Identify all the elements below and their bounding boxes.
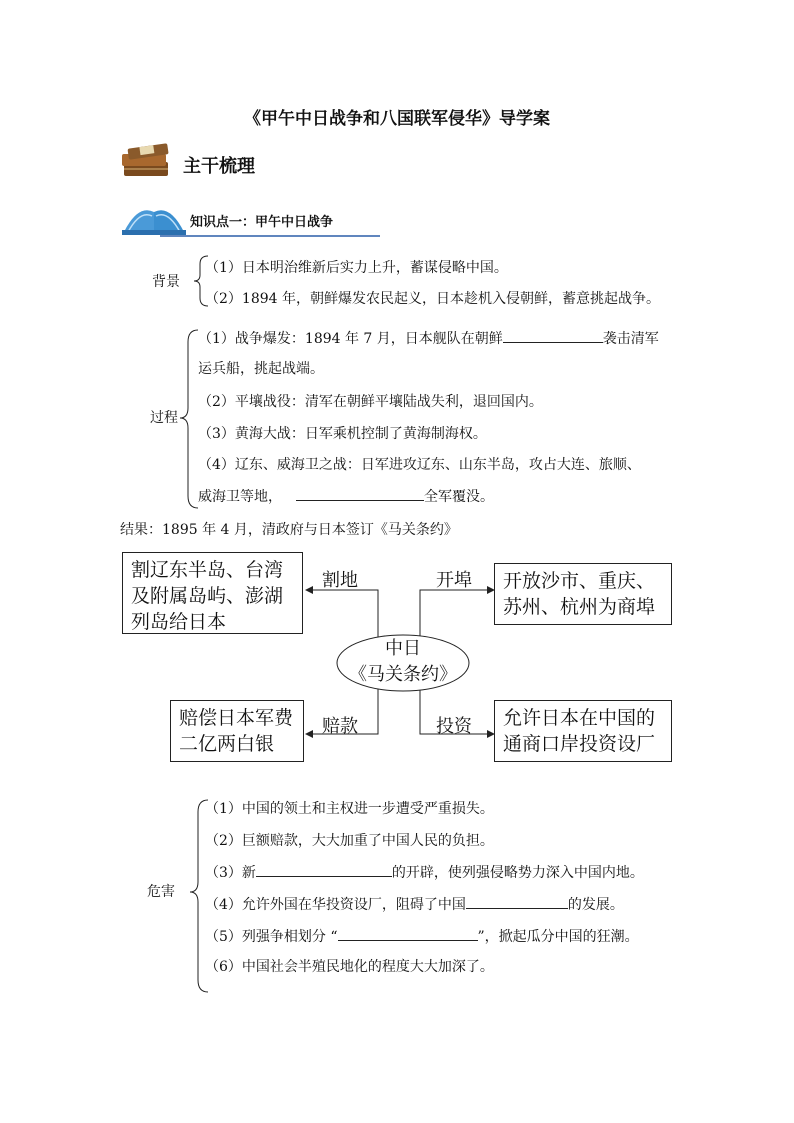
fill-blank bbox=[503, 328, 603, 343]
process-item-2: （2）平壤战役：清军在朝鲜平壤陆战失利，退回国内。 bbox=[198, 394, 543, 410]
background-item-1: （1）日本明治维新后实力上升，蓄谋侵略中国。 bbox=[205, 260, 508, 276]
section-title: 主干梳理 bbox=[183, 156, 255, 177]
page-title: 《甲午中日战争和八国联军侵华》导学案 bbox=[244, 109, 550, 129]
fill-blank bbox=[256, 862, 392, 877]
process-item-1-cont: 运兵船，挑起战端。 bbox=[198, 361, 324, 377]
brace-process bbox=[180, 330, 198, 508]
result-text: 结果：1895 年 4 月，清政府与日本签订《马关条约》 bbox=[120, 522, 458, 538]
harm-item-4: （4）允许外国在华投资设厂，阻碍了中国 的发展。 bbox=[205, 894, 624, 915]
invest-box: 允许日本在中国的 通商口岸投资设厂 bbox=[494, 700, 672, 762]
harm-item-3: （3）新 的开辟，使列强侵略势力深入中国内地。 bbox=[205, 862, 644, 883]
indemnity-box: 赔偿日本军费 二亿两白银 bbox=[170, 700, 304, 762]
open-book-icon bbox=[122, 210, 186, 235]
cession-box: 割辽东半岛、台湾 及附属岛屿、澎湖 列岛给日本 bbox=[122, 552, 303, 634]
fill-blank bbox=[296, 486, 424, 501]
process-item-4: （4）辽东、威海卫之战：日军进攻辽东、山东半岛，攻占大连、旅顺、 bbox=[198, 457, 641, 473]
ports-label: 开埠 bbox=[436, 570, 472, 591]
fill-blank bbox=[338, 926, 478, 941]
invest-label: 投资 bbox=[436, 716, 472, 737]
cession-label: 割地 bbox=[322, 570, 358, 591]
fill-blank bbox=[466, 894, 568, 909]
indemnity-label: 赔款 bbox=[322, 716, 358, 737]
harm-item-5: （5）列强争相划分 “ ”，掀起瓜分中国的狂潮。 bbox=[205, 926, 639, 947]
harm-item-2: （2）巨额赔款，大大加重了中国人民的负担。 bbox=[205, 833, 494, 849]
ports-box: 开放沙市、重庆、 苏州、杭州为商埠 bbox=[494, 563, 672, 625]
background-item-2: （2）1894 年，朝鲜爆发农民起义，日本趁机入侵朝鲜，蓄意挑起战争。 bbox=[205, 291, 660, 307]
process-item-1: （1）战争爆发：1894 年 7 月，日本舰队在朝鲜 袭击清军 bbox=[198, 328, 659, 349]
process-label: 过程 bbox=[150, 410, 178, 426]
harm-item-6: （6）中国社会半殖民地化的程度大大加深了。 bbox=[205, 959, 494, 975]
process-item-4-cont: 威海卫等地， 全军覆没。 bbox=[198, 486, 494, 507]
treaty-center: 中日 《马关条约》 bbox=[349, 638, 457, 685]
harm-item-1: （1）中国的领土和主权进一步遭受严重损失。 bbox=[205, 801, 494, 817]
process-item-3: （3）黄海大战：日军乘机控制了黄海制海权。 bbox=[198, 426, 487, 442]
harm-label: 危害 bbox=[147, 884, 175, 900]
knowledge-point-title: 知识点一：甲午中日战争 bbox=[190, 215, 334, 230]
book-stack-icon bbox=[122, 143, 169, 176]
background-label: 背景 bbox=[152, 274, 180, 290]
